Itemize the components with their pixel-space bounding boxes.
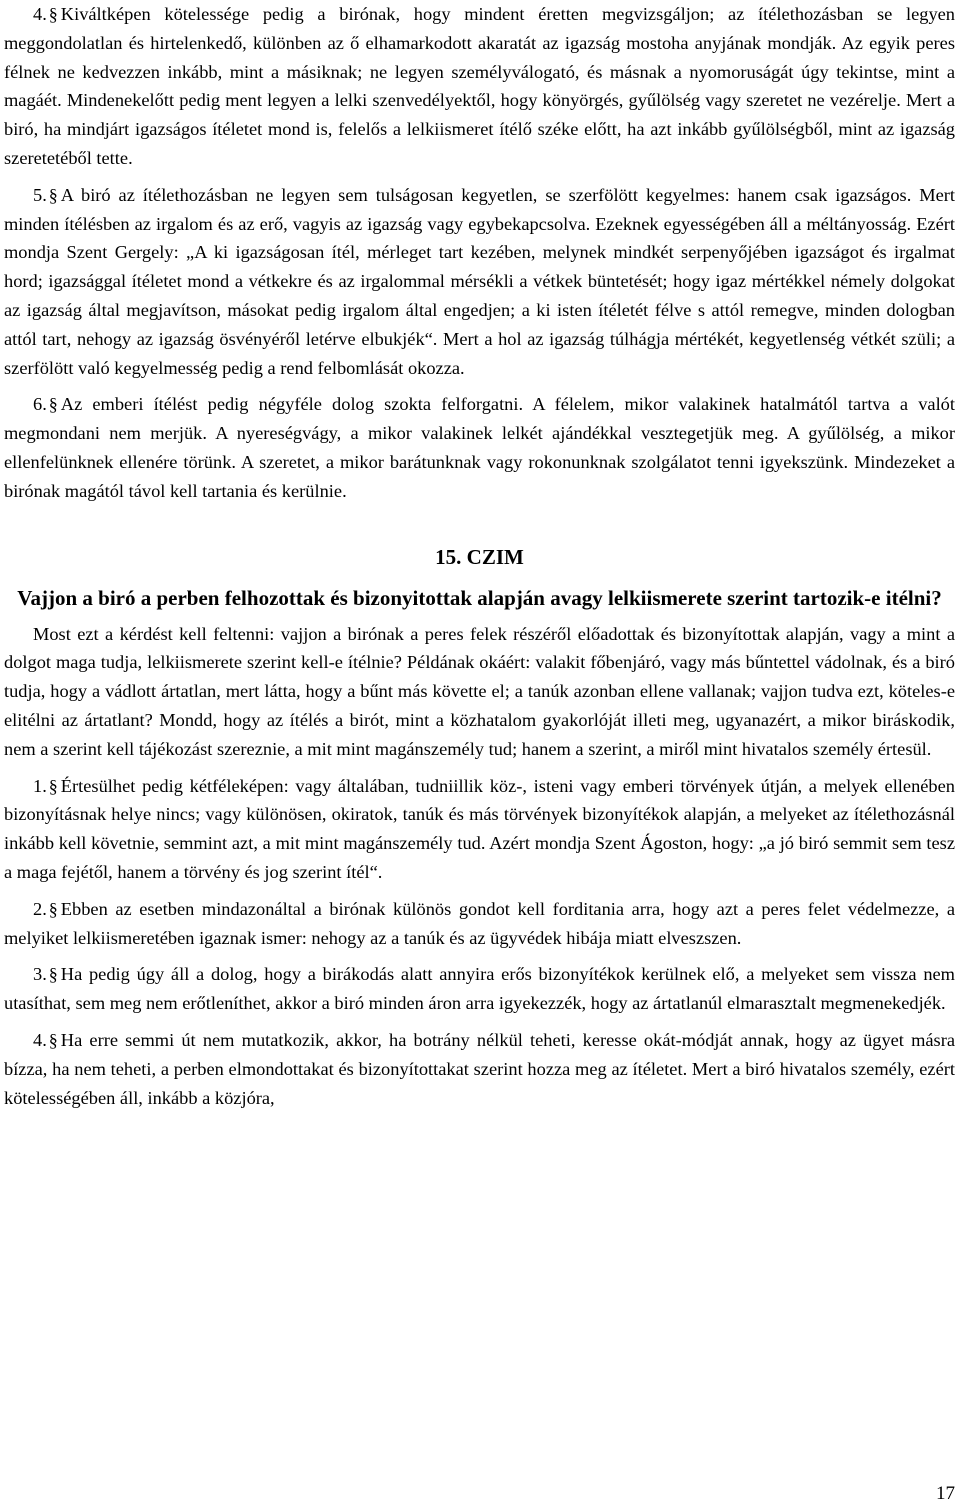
chapter-label: 15. CZIM [435, 544, 524, 569]
page-number: 17 [936, 1483, 955, 1504]
chapter-paragraph-1 [4, 772, 955, 887]
paragraph-text: Ebben az esetben mindazonáltal a birónak különös gondot kell forditania arra, hogy azt a peres felet védelmezze, a melyiket lelkiismeretében igaznak ismer: nehogy az a tanúk és az ügyvédek hibája miatt elveszszen. [4, 898, 955, 948]
paragraph-number: 1. [33, 775, 47, 796]
section-sign-icon: § [48, 184, 58, 205]
chapter-intro: Most ezt a kérdést kell feltenni: vajjon a birónak a peres felek részéről előadottak és bizonyítottak alapján, vagy a mint a dolgot maga tudja, lelkiismerete szerint kell-e ítélnie? Példának okáért: valakit főbenjáró, vagy más bűntettel vádolnak, és a biró tudja, hogy a vádlott ártatlan, mert látta, hogy a bűnt más követte el; a tanúk azonban ellene vallanak; vajjon tudva ezt, köteles-e elitélni az ártatlant? Mondd, hogy az ítélés a birót, mint a közhatalom gyakorlóját illeti meg, ugyanazért, a mikor biráskodik, nem a szerint kell tájékozást szereznie, a mit mint magánszemély tud; hanem a szerint, a miről mint hivatalos személy értesül. [4, 623, 955, 759]
paragraph-number: 2. [33, 898, 47, 919]
section-sign-icon: § [48, 4, 58, 24]
chapter-title: Vajjon a biró a perben felhozottak és bizonyitottak alapján avagy lelkiismerete szerint tartozik-e itélni? [17, 585, 942, 610]
chapter-paragraph-2 [4, 895, 955, 953]
paragraph-text: Kiváltképen kötelessége pedig a birónak, hogy mindent éretten megvizsgáljon; az ítélethozásban se legyen meggondolatlan és hirtelenkedő, különben az ő elhamarkodott akaratát az igazság mostoha anyjának mondják. Az egyik peres félnek ne kedvezzen inkább, mint a másiknak; ne legyen személyválogató, és másnak a nyomoruságát úgy tekintse, mint a magáét. Mindenekelőtt pedig ment legyen a lelki szenvedélyektől, hogy könyörgés, gyűlölség vagy szeretet ne vezérelje. Mert a biró, ha mindjárt igazságos ítéletet mond is, felelős a lelkiismeret ítélő széke előtt, ha azt inkább gyűlölségből, mint az igazság szeretetéből tette. [4, 4, 955, 168]
paragraph-text: Ha erre semmi út nem mutatkozik, akkor, ha botrány nélkül teheti, keresse okát-módját annak, hogy az ügyet másra bízza, ha nem teheti, a perben elmondottakat és bizonyítottakat szerint hozza meg az ítéletet. Mert a biró hivatalos személy, ezért kötelességében áll, inkább a közjóra, [4, 1029, 955, 1108]
paragraph-number: 3. [33, 964, 47, 985]
paragraph-number: 4. [33, 1029, 47, 1050]
paragraph-text: Ha pedig úgy áll a dolog, hogy a birákodás alatt annyira erős bizonyítékok kerülnek elő, a melyeket sem vissza nem utasíthat, sem meg nem erőtleníthet, akkor a biró minden áron arra igyekezzék, hogy az ártatlanúl elmarasztalt megmenekedjék. [4, 964, 955, 1014]
section-sign-icon: § [48, 1029, 58, 1050]
section-sign-icon: § [48, 964, 58, 985]
paragraph-number: 6. [33, 394, 47, 415]
paragraph-5 [4, 181, 955, 383]
section-sign-icon: § [48, 898, 58, 919]
paragraph-number: 5. [33, 184, 47, 205]
paragraph-6 [4, 390, 955, 505]
chapter-paragraph-3 [4, 960, 955, 1018]
section-sign-icon: § [48, 394, 58, 415]
section-sign-icon: § [48, 775, 58, 796]
paragraph-4 [4, 0, 955, 173]
paragraph-text: Az emberi ítélést pedig négyféle dolog szokta felforgatni. A félelem, mikor valakinek hatalmától tartva a valót megmondani nem merjük. A nyereségvágy, a mikor valakinek lelkét ajándékkal vesztegetjük meg. A gyűlölség, a mikor ellenfelünknek ellenére törünk. A szeretet, a mikor barátunknak vagy rokonunknak szolgálatot tenni igyekszünk. Mindezeket a birónak magától távol kell tartania és kerülnie. [4, 394, 955, 501]
paragraph-text: A biró az ítélethozásban ne legyen sem tulságosan kegyetlen, se szerfölött kegyelmes: hanem csak igazságos. Mert minden ítélésben az irgalom és az erő, vagyis az igazság vagy egybekapcsolva. Ezeknek egyességében áll a méltányosság. Ezért mondja Szent Gergely: „A ki igazságosan ítél, mérleget tart kezében, melynek mindkét serpenyőjében igazságot és irgalmat hord; igazsággal ítéletet mond a vétkekre és az irgalommal mérsékli a vétkek büntetését; hogy igaz mértékkel némely dolgokat az igazság által megjavítson, másokat pedig irgalom által engedjen; a ki isten ítéletét félve s attól remegve, minden dologban attól tart, nehogy az igazság ösvényéről letérve elbukjék“. Mert a hol az igazság túlhágja mértékét, kegyetlenség vétkét szüli; a szerfölött való kegyelmesség pedig a rend felbomlását okozza. [4, 184, 955, 378]
paragraph-number: 4. [33, 4, 47, 24]
paragraph-text: Értesülhet pedig kétféleképen: vagy általában, tudniillik köz-, isteni vagy emberi törvények útján, a melyek ellenében bizonyításnak helye nincs; vagy különösen, okiratok, tanúk és más törvények bizonyítékok alapján, a melyeket az ítélethozásnál inkább kell követnie, semmint azt, a mit mint magánszemély tud. Azért mondja Szent Ágoston, hogy: „a jó biró semmit sem tesz a maga fejétől, hanem a törvény és jog szerint ítél“. [4, 775, 955, 882]
chapter-paragraph-4 [4, 1026, 955, 1112]
